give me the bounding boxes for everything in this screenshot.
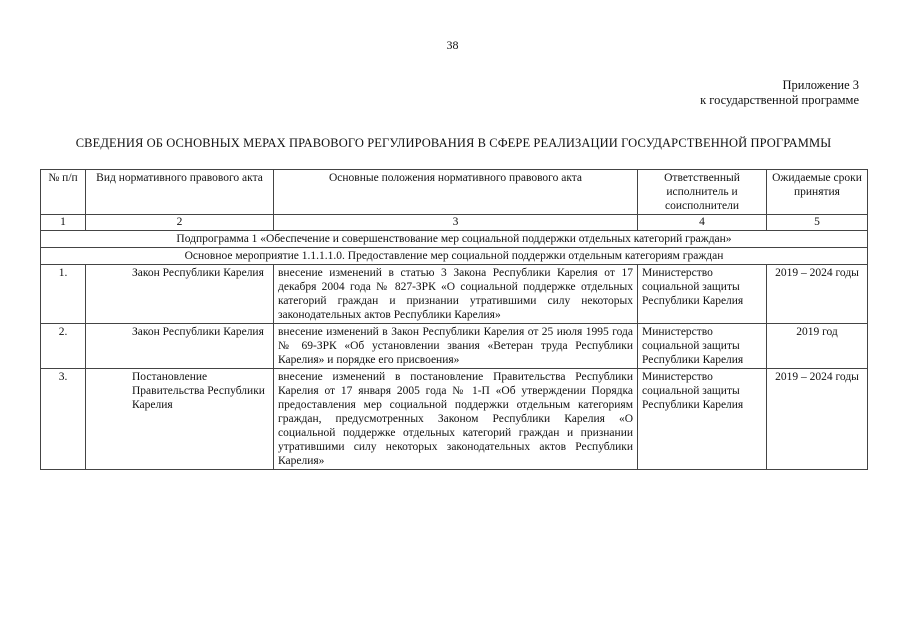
document-title: СВЕДЕНИЯ ОБ ОСНОВНЫХ МЕРАХ ПРАВОВОГО РЕГУЛИРОВАНИЯ В СФЕРЕ РЕАЛИЗАЦИИ ГОСУДАРСТВЕННОЙ ПРОГРАММЫ [75, 136, 832, 150]
table-row [41, 324, 868, 369]
act-kind: Закон Республики Карелия [86, 265, 274, 324]
column-number-row [41, 215, 868, 231]
header-provisions: Основные положения нормативного правового акта [274, 170, 638, 215]
act-provisions: внесение изменений в постановление Правительства Республики Карелия от 17 января 2005 года № 1-П «Об утверждении Порядка предоставления мер социальной поддержки отдельным категориям граждан, предусмотренных Законом Республики Карелия «О социальной поддержке отдельных категорий граждан и признании утратившими силу некоторых законодательных актов Республики Карелия» [274, 369, 638, 470]
column-number: 2 [86, 215, 274, 231]
appendix-note [700, 78, 859, 108]
responsible-executor: Министерство социальной защиты Республики Карелия [638, 265, 767, 324]
responsible-executor: Министерство социальной защиты Республики Карелия [638, 369, 767, 470]
column-number: 5 [767, 215, 868, 231]
subprogram-title: Подпрограмма 1 «Обеспечение и совершенствование мер социальной поддержки отдельных категорий граждан» [41, 231, 868, 248]
act-kind: Постановление Правительства Республики Карелия [86, 369, 274, 470]
column-number: 4 [638, 215, 767, 231]
table-row [41, 265, 868, 324]
column-number: 1 [41, 215, 86, 231]
main-activity-row [41, 248, 868, 265]
header-executor: Ответственный исполнитель и соисполнители [638, 170, 767, 215]
legal-measures-table [40, 169, 868, 470]
main-activity-title: Основное мероприятие 1.1.1.1.0. Предоставление мер социальной поддержки отдельным категориям граждан [41, 248, 868, 265]
act-provisions: внесение изменений в Закон Республики Карелия от 25 июля 1995 года № 69-ЗРК «Об установлении звания «Ветеран труда Республики Карелия» и порядке его присвоения» [274, 324, 638, 369]
appendix-line-2: к государственной программе [700, 93, 859, 107]
table-row [41, 369, 868, 470]
header-row [41, 170, 868, 215]
expected-term: 2019 год [767, 324, 868, 369]
expected-term: 2019 – 2024 годы [767, 265, 868, 324]
row-number: 1. [41, 265, 86, 324]
appendix-line-1: Приложение 3 [782, 78, 859, 92]
header-act-kind: Вид нормативного правового акта [86, 170, 274, 215]
act-provisions: внесение изменений в статью 3 Закона Республики Карелия от 17 декабря 2004 года № 827-ЗРК «О социальной поддержке отдельных категорий граждан и признании утратившими силу некоторых законодательных актов Республики Карелия» [274, 265, 638, 324]
expected-term: 2019 – 2024 годы [767, 369, 868, 470]
column-number: 3 [274, 215, 638, 231]
act-kind: Закон Республики Карелия [86, 324, 274, 369]
header-term: Ожидаемые сроки принятия [767, 170, 868, 215]
subprogram-row [41, 231, 868, 248]
row-number: 3. [41, 369, 86, 470]
page-number: 38 [446, 38, 459, 52]
row-number: 2. [41, 324, 86, 369]
header-number: № п/п [41, 170, 86, 215]
responsible-executor: Министерство социальной защиты Республики Карелия [638, 324, 767, 369]
